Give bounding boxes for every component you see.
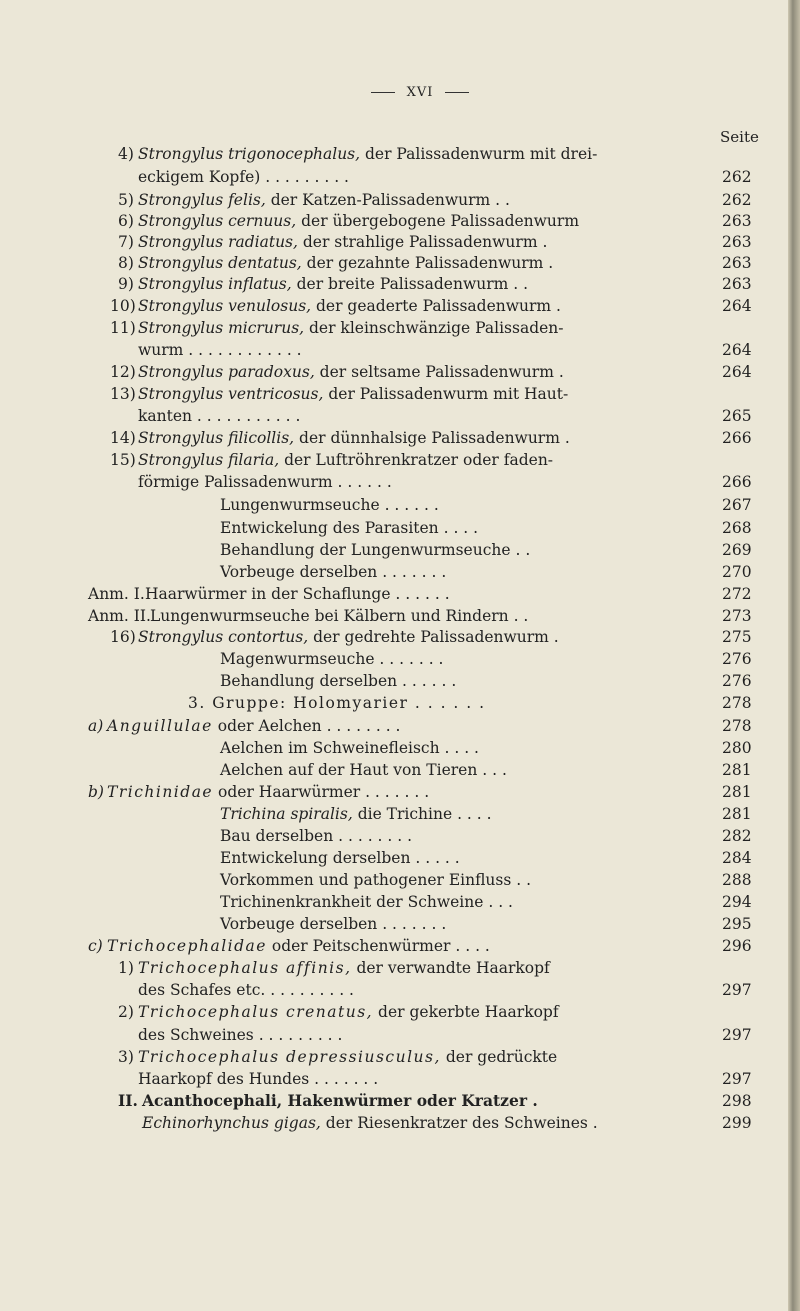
entry-title: [142, 1112, 598, 1134]
entry-number: 6): [118, 212, 134, 230]
species-name: Strongylus inflatus,: [138, 275, 292, 293]
entry-title: [138, 166, 349, 188]
entry-number: 5): [118, 191, 134, 209]
page-edge: [788, 0, 800, 1311]
entry-text: Acanthocephali, Hakenwürmer oder Kratzer .: [142, 1091, 538, 1110]
entry-number: 14): [110, 429, 136, 447]
entry-title: [188, 692, 486, 714]
entry-number: c): [88, 937, 103, 955]
entry-title: [138, 1024, 342, 1046]
entry-text: Vorbeuge derselben . . . . . . .: [220, 915, 447, 933]
entry-page-number: 264: [722, 297, 752, 315]
entry-title: [138, 189, 510, 211]
column-header-seite: Seite: [720, 128, 759, 146]
entry-page-number: 266: [722, 473, 752, 491]
entry-text: der seltsame Palissadenwurm .: [314, 363, 564, 381]
entry-title: [220, 759, 507, 781]
entry-title: [138, 231, 547, 253]
entry-page-number: 299: [722, 1114, 752, 1132]
entry-title: [220, 670, 456, 692]
species-name: Strongylus contortus,: [138, 628, 309, 646]
entry-page-number: 298: [722, 1092, 752, 1110]
species-name: Strongylus dentatus,: [138, 254, 302, 272]
species-name: Trichinidae: [107, 783, 214, 801]
entry-page-number: 281: [722, 783, 752, 801]
entry-number: II.: [118, 1091, 138, 1110]
entry-title: [138, 383, 568, 405]
entry-text: Trichinenkrankheit der Schweine . . .: [220, 893, 513, 911]
page-header: [330, 85, 510, 100]
entry-title: [107, 935, 490, 957]
entry-page-number: 262: [722, 191, 752, 209]
entry-text: der Katzen-Palissadenwurm . .: [265, 191, 510, 209]
entry-number: 13): [110, 385, 136, 403]
species-name: Strongylus trigonocephalus,: [138, 145, 361, 163]
entry-page-number: 268: [722, 519, 752, 537]
entry-title: [220, 561, 446, 583]
species-name: Strongylus radiatus,: [138, 233, 298, 251]
entry-title: [138, 361, 564, 383]
entry-title: [220, 803, 492, 825]
entry-page-number: 262: [722, 168, 752, 186]
entry-page-number: 288: [722, 871, 752, 889]
entry-text: 3. Gruppe: Holomyarier . . . . . .: [188, 694, 486, 712]
entry-title: [138, 317, 564, 339]
species-name: Strongylus venulosus,: [138, 297, 312, 315]
entry-page-number: 278: [722, 694, 752, 712]
entry-text: der kleinschwänzige Palissaden-: [304, 319, 564, 337]
entry-number: 3): [118, 1048, 134, 1066]
entry-text: Vorkommen und pathogener Einfluss . .: [220, 871, 532, 889]
species-name: Strongylus paradoxus,: [138, 363, 315, 381]
entry-title: [220, 648, 443, 670]
entry-title: [138, 626, 559, 648]
entry-page-number: 270: [722, 563, 752, 581]
entry-text: des Schweines . . . . . . . . .: [138, 1026, 343, 1044]
entry-number: b): [88, 783, 104, 801]
entry-text: der strahlige Palissadenwurm .: [297, 233, 548, 251]
entry-text: der verwandte Haarkopf: [351, 959, 550, 977]
entry-text: der gezahnte Palissadenwurm .: [301, 254, 554, 272]
entry-page-number: 278: [722, 717, 752, 735]
entry-text: eckigem Kopfe) . . . . . . . . .: [138, 168, 349, 186]
entry-number: 7): [118, 233, 134, 251]
entry-text: Aelchen im Schweinefleisch . . . .: [220, 739, 479, 757]
entry-title: [138, 957, 550, 979]
entry-number: a): [88, 717, 104, 735]
entry-page-number: 263: [722, 233, 752, 251]
entry-text: der geaderte Palissadenwurm .: [311, 297, 561, 315]
entry-page-number: 294: [722, 893, 752, 911]
entry-text: der Palissadenwurm mit drei-: [360, 145, 598, 163]
entry-page-number: 266: [722, 429, 752, 447]
entry-title: [138, 143, 597, 165]
entry-title: [220, 913, 446, 935]
entry-number: 15): [110, 451, 136, 469]
entry-page-number: 273: [722, 607, 752, 625]
entry-title: [145, 583, 450, 605]
entry-title: [138, 1001, 559, 1023]
entry-page-number: 263: [722, 212, 752, 230]
entry-page-number: 280: [722, 739, 752, 757]
entry-page-number: 264: [722, 341, 752, 359]
entry-text: Entwickelung des Parasiten . . . .: [220, 519, 479, 537]
entry-text: der dünnhalsige Palissadenwurm .: [294, 429, 570, 447]
entry-page-number: 275: [722, 628, 752, 646]
entry-text: die Trichine . . . .: [352, 805, 492, 823]
entry-text: oder Aelchen . . . . . . . .: [212, 717, 401, 735]
entry-number: 1): [118, 959, 134, 977]
entry-title: [220, 494, 439, 516]
entry-text: förmige Palissadenwurm . . . . . .: [138, 473, 392, 491]
entry-page-number: 296: [722, 937, 752, 955]
entry-title: [220, 847, 460, 869]
entry-page-number: 281: [722, 805, 752, 823]
entry-text: der Riesenkratzer des Schweines .: [320, 1114, 598, 1132]
entry-text: oder Haarwürmer . . . . . . .: [213, 783, 430, 801]
entry-number: 11): [110, 319, 136, 337]
entry-page-number: 295: [722, 915, 752, 933]
species-name: Trichina spiralis,: [220, 805, 353, 823]
entry-title: [138, 210, 579, 232]
entry-page-number: 272: [722, 585, 752, 603]
entry-page-number: 297: [722, 981, 752, 999]
entry-page-number: 264: [722, 363, 752, 381]
entry-text: der Luftröhrenkratzer oder faden-: [279, 451, 554, 469]
species-name: Trichocephalus affinis,: [138, 959, 352, 977]
entry-text: Aelchen auf der Haut von Tieren . . .: [220, 761, 507, 779]
entry-text: Vorbeuge derselben . . . . . . .: [220, 563, 447, 581]
entry-number: 9): [118, 275, 134, 293]
entry-title: [138, 273, 528, 295]
entry-title: [142, 1090, 538, 1112]
entry-title: [220, 539, 530, 561]
entry-text: Haarwürmer in der Schaflunge . . . . . .: [145, 585, 450, 603]
entry-page-number: 297: [722, 1026, 752, 1044]
species-name: Strongylus filicollis,: [138, 429, 295, 447]
entry-text: Magenwurmseuche . . . . . . .: [220, 650, 444, 668]
entry-page-number: 276: [722, 672, 752, 690]
entry-text: der gekerbte Haarkopf: [373, 1003, 559, 1021]
species-name: Trichocephalus depressiusculus,: [138, 1048, 441, 1066]
entry-page-number: 297: [722, 1070, 752, 1088]
entry-text: des Schafes etc. . . . . . . . . .: [138, 981, 354, 999]
entry-text: der breite Palissadenwurm . .: [291, 275, 529, 293]
entry-title: [138, 979, 354, 1001]
entry-number: 10): [110, 297, 136, 315]
entry-text: der Palissadenwurm mit Haut-: [323, 385, 569, 403]
entry-title: [150, 605, 528, 627]
entry-text: wurm . . . . . . . . . . . .: [138, 341, 302, 359]
header-dash-right: [445, 92, 469, 93]
entry-text: Lungenwurmseuche . . . . . .: [220, 496, 439, 514]
entry-number: 4): [118, 145, 134, 163]
entry-title: [138, 449, 553, 471]
entry-page-number: 282: [722, 827, 752, 845]
entry-text: der übergebogene Palissadenwurm: [296, 212, 580, 230]
entry-title: [138, 471, 392, 493]
entry-text: kanten . . . . . . . . . . .: [138, 407, 301, 425]
entry-page-number: 267: [722, 496, 752, 514]
entry-title: [220, 891, 513, 913]
entry-number: 12): [110, 363, 136, 381]
species-name: Trichocephalidae: [107, 937, 267, 955]
header-dash-left: [371, 92, 395, 93]
species-name: Trichocephalus crenatus,: [138, 1003, 374, 1021]
entry-title: [138, 295, 561, 317]
species-name: Anguillulae: [107, 717, 213, 735]
species-name: Strongylus ventricosus,: [138, 385, 324, 403]
entry-text: Lungenwurmseuche bei Kälbern und Rindern . .: [150, 607, 529, 625]
entry-title: [220, 825, 412, 847]
entry-title: [138, 339, 302, 361]
entry-text: der gedrückte: [440, 1048, 558, 1066]
entry-text: Behandlung derselben . . . . . .: [220, 672, 457, 690]
species-name: Strongylus cernuus,: [138, 212, 297, 230]
species-name: Strongylus filaria,: [138, 451, 280, 469]
entry-title: [220, 869, 531, 891]
species-name: Strongylus micrurus,: [138, 319, 305, 337]
entry-page-number: 265: [722, 407, 752, 425]
entry-page-number: 269: [722, 541, 752, 559]
entry-title: [107, 715, 400, 737]
entry-page-number: 276: [722, 650, 752, 668]
entry-title: [107, 781, 429, 803]
entry-title: [138, 1046, 557, 1068]
entry-page-number: 263: [722, 275, 752, 293]
entry-title: [220, 737, 479, 759]
entry-title: [138, 1068, 378, 1090]
entry-page-number: 284: [722, 849, 752, 867]
entry-title: [220, 517, 478, 539]
entry-number: Anm. II.: [88, 607, 151, 625]
entry-number: Anm. I.: [88, 585, 145, 603]
entry-text: Entwickelung derselben . . . . .: [220, 849, 460, 867]
entry-number: 8): [118, 254, 134, 272]
entry-title: [138, 427, 570, 449]
entry-page-number: 263: [722, 254, 752, 272]
entry-title: [138, 252, 553, 274]
species-name: Echinorhynchus gigas,: [142, 1114, 321, 1132]
species-name: Strongylus felis,: [138, 191, 266, 209]
entry-text: Behandlung der Lungenwurmseuche . .: [220, 541, 531, 559]
entry-text: oder Peitschenwürmer . . . .: [266, 937, 490, 955]
entry-number: 2): [118, 1003, 134, 1021]
entry-page-number: 281: [722, 761, 752, 779]
entry-title: [138, 405, 300, 427]
entry-number: 16): [110, 628, 136, 646]
entry-text: der gedrehte Palissadenwurm .: [308, 628, 559, 646]
entry-text: Bau derselben . . . . . . . .: [220, 827, 413, 845]
page-number: XVI: [406, 85, 434, 100]
entry-text: Haarkopf des Hundes . . . . . . .: [138, 1070, 379, 1088]
